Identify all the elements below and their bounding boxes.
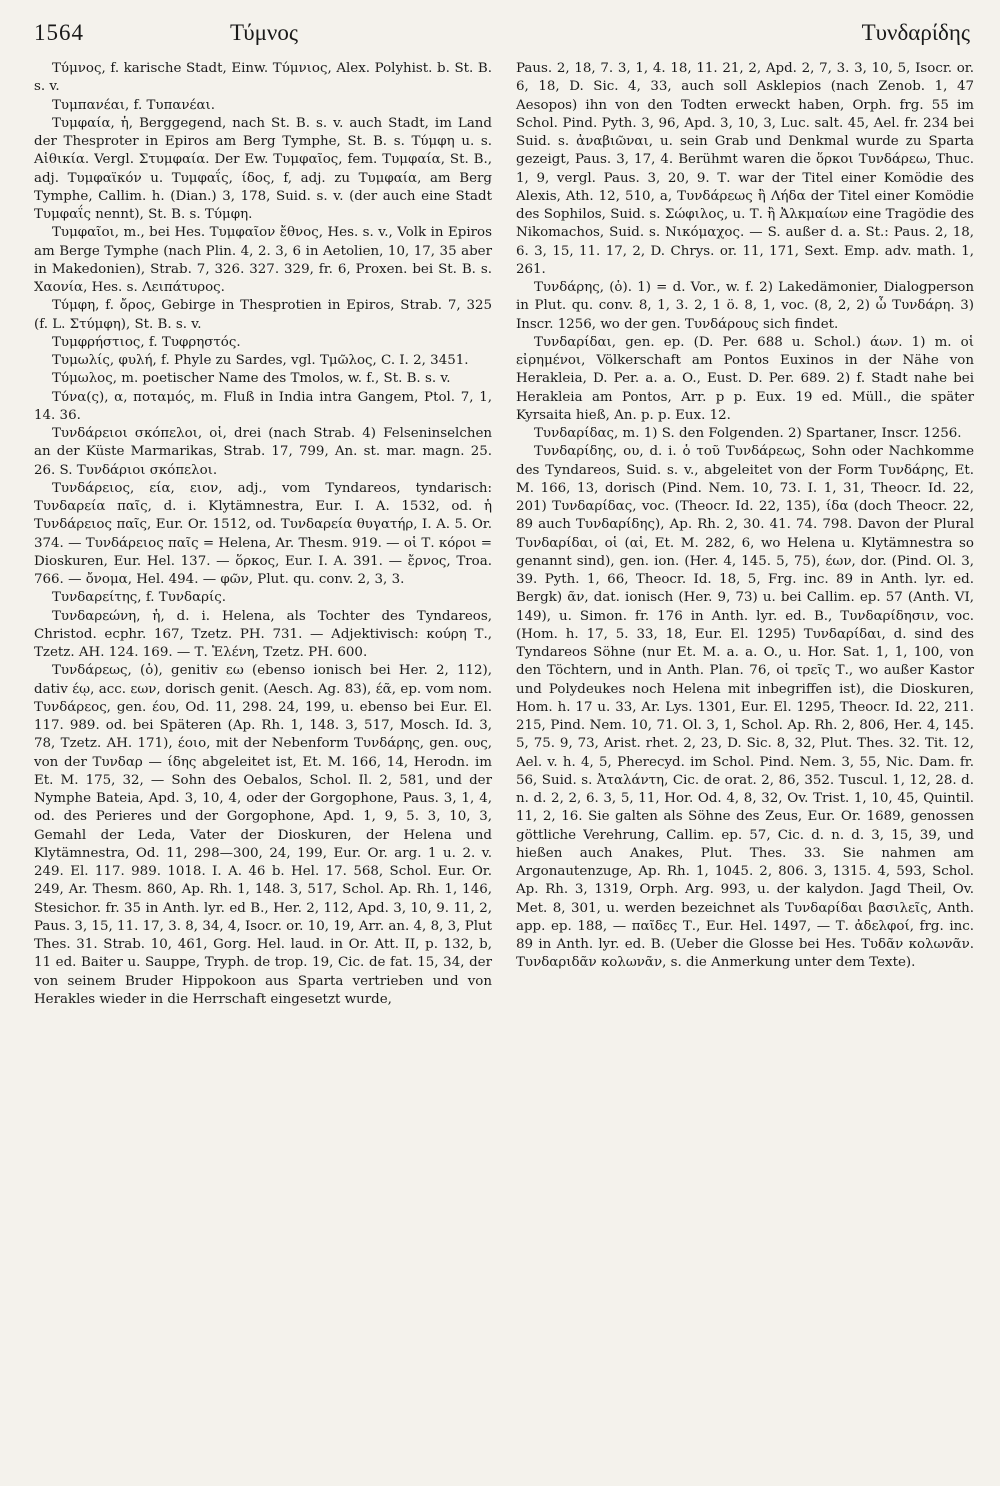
entry-tymolos: Τύμωλος, m. poetischer Name des Tmolos, w. f., St. B. s. v. xyxy=(52,371,451,387)
entry-tymphe: Τύμφη, f. ὄρος, Gebirge in Thesprotien in Epiros, Strab. 7, 325 (f. L. Στύμφη), St. B. s. v. xyxy=(34,298,492,332)
entry-tympaneai: Τυμπανέαι, f. Τυπανέαι. xyxy=(52,97,216,113)
entry-tyna: Τύνα(ς), α, ποταμός, m. Fluß in India intra Gangem, Ptol. 7, 1, 14. 36. xyxy=(34,389,492,423)
entry-tyndareioi-skopeloi: Τυνδάρειοι σκόπελοι, οἱ, drei (nach Strab. 4) Felseninselchen an der Küste Marmarikas, Strab. 17, 799, An. st. mar. magn. 25. 26. S. Τυνδάριοι σκόπελοι. xyxy=(34,426,492,478)
entry-tyndareos: Τυνδάρεως, (ὁ), genitiv εω (ebenso ionisch bei Her. 2, 112), dativ έῳ, acc. εων, dorisch genit. (Aesch. Ag. 83), έᾶ, ep. vom nom. Τυνδάρεος, gen. έου, Od. 11, 298. 24, 199, u. ebenso bei Eur. El. 117. 989. od. bei Späteren (Ap. Rh. 1, 148. 3, 517, Mosch. Id. 3, 78, Tzetz. AH. 171), έοιο, mit der Nebenform Τυνδάρης, gen. ους, von der Τυνδαρ — ίδης abgeleitet ist, Et. M. 166, 14, Herodn. im Et. M. 175, 32, — Sohn des Oebalos, Schol. Il. 2, 581, und der Nymphe Bateia, Apd. 3, 10, 4, oder der Gorgophone, Paus. 3, 1, 4, od. des Perieres und der Gorgophone, Apd. 1, 9, 5. 3, 10, 3, Gemahl der Leda, Vater der Dioskuren, der Helena und Klytämnestra, Od. 11, 298—300, 24, 199, Eur. Or. arg. 1 u. 2. v. 249. El. 117. 989. 1018. I. A. 46 b. Hel. 17. 568, Schol. Eur. Or. 249, Ar. Thesm. 860, Ap. Rh. 1, 148. 3, 517, Schol. Ap. Rh. 1, 146, Stesichor. fr. 35 in Anth. lyr. ed B., Her. 2, 112, Apd. 3, 10, 9. 11, 2, Paus. 3, 15, 11. 17, 3. 8, 34, 4, Isocr. or. 10, 19, Arr. an. 4, 8, 3, Plut Thes. 31. Strab. 10, 461, Gorg. Hel. laud. in Or. Att. II, p. 132, b, 11 ed. Baiter u. Sauppe, Tryph. de trop. 19, Cic. de fat. 15, 34, der von seinem Bruder Hippokoon aus Sparta vertrieben und von Herakles wieder in die Herrschaft eingesetzt wurde, xyxy=(34,663,492,1007)
entry-tyndarides: Τυνδαρίδης, ου, d. i. ὁ τοῦ Τυνδάρεως, Sohn oder Nachkomme des Tyndareos, Suid. s. v., abgeleitet von der Form Τυνδάρης, Et. M. 166, 13, dorisch (Pind. Nem. 10, 73. I. 1, 31, Theocr. Id. 22, 201) Τυνδαρίδας, voc. (Theocr. Id. 22, 135), ίδα (doch Theocr. 22, 89 auch Τυνδαρίδης), Ap. Rh. 2, 30. 41. 74. 798. Davon der Plural Τυνδαρίδαι, οἱ (αἱ, Et. M. 282, 6, wo Helena u. Klytämnestra so genannt sind), gen. ion. (Her. 4, 145. 5, 75), έων, dor. (Pind. Ol. 3, 39. Pyth. 1, 66, Theocr. Id. 18, 5, Frg. inc. 89 in Anth. lyr. ed. Bergk) ᾶν, dat. ionisch (Her. 9, 73) u. bei Callim. ep. 57 (Anth. VI, 149), u. Simon. fr. 176 in Anth. lyr. ed. B., Τυνδαρίδησιν, voc. (Hom. h. 17, 5. 33, 18, Eur. El. 1295) Τυνδαρίδαι, d. sind des Tyndareos Söhne (nur Et. M. a. a. O., u. Hor. Sat. 1, 1, 100, von den Töchtern, und in Anth. Plan. 76, οἱ τρεῖς Τ., wo außer Kastor und Polydeukes noch Helena mit inbegriffen ist), die Dioskuren, Hom. h. 17 u. 33, Ar. Lys. 1301, Eur. El. 1295, Theocr. Id. 22, 211. 215, Pind. Nem. 10, 71. Ol. 3, 1, Schol. Ap. Rh. 2, 806, Her. 4, 145. 5, 75. 9, 73, Arist. rhet. 2, 23, D. Sic. 8, 32, Plut. Thes. 32. Tit. 12, Ael. v. h. 4, 5, Pherecyd. im Schol. Pind. Nem. 3, 55, Nic. Dam. fr. 56, Suid. s. Ἀταλάντη, Cic. de orat. 2, 86, 352. Tuscul. 1, 12, 28. d. n. d. 2, 2, 6. 3, 5, 11, Hor. Od. 4, 8, 32, Ov. Trist. 1, 10, 45, Quintil. 11, 2, 16. Sie galten als Söhne des Zeus, Eur. Or. 1689, genossen göttliche Verehrung, Callim. ep. 57, Cic. d. n. d. 3, 15, 39, und hießen auch Anakes, Plut. Thes. 33. Sie nahmen am Argonautenzuge, Ap. Rh. 1, 1045. 2, 806. 3, 1315. 4, 593, Schol. Ap. Rh. 3, 1319, Orph. Arg. 993, u. der kalydon. Jagd Theil, Ov. Met. 8, 301, u. werden bezeichnet als Τυνδαρίδαι βασιλεῖς, Anth. app. ep. 188, — παῖδες Τ., Eur. Hel. 1497, — Τ. ἀδελφοί, frg. inc. 89 in Anth. lyr. ed. B. (Ueber die Glosse bei Hes. Τυδᾶν κολωνᾶν. Τυνδαριδᾶν κολωνᾶν, s. die Anmerkung unter dem Texte). xyxy=(516,444,974,971)
page-header xyxy=(34,14,970,54)
entry-tyndares: Τυνδάρης, (ὁ). 1) = d. Vor., w. f. 2) Lakedämonier, Dialogperson in Plut. qu. conv. 8, 1, 3. 2, 1 ö. 8, 1, voc. (8, 2, 2) ὦ Τυνδάρη. 3) Inscr. 1256, wo der gen. Τυνδάρους sich findet. xyxy=(516,280,974,332)
entry-tymolis: Τυμωλίς, φυλή, f. Phyle zu Sardes, vgl. Τμῶλος, C. I. 2, 3451. xyxy=(52,353,469,368)
right-column xyxy=(516,60,974,973)
right-catchword: Τυνδαρίδης xyxy=(861,20,970,45)
entry-tyndareone: Τυνδαρεώνη, ἡ, d. i. Helena, als Tochter des Tyndareos, Christod. ecphr. 167, Tzetz. PH. 731. — Adjektivisch: κούρη Τ., Tzetz. AH. 124. 169. — Τ. Ἑλένη, Tzetz. PH. 600. xyxy=(34,608,492,660)
entry-tymnos: Τύμνος, f. karische Stadt, Einw. Τύμνιος, Alex. Polyhist. b. St. B. s. v. xyxy=(34,61,492,95)
entry-tyndareos-continued: Paus. 2, 18, 7. 3, 1, 4. 18, 11. 21, 2, Apd. 2, 7, 3. 3, 10, 5, Isocr. or. 6, 18, D. Sic. 4, 33, auch soll Asklepios (nach Zenob. 1, 47 Aesopos) ihn von den Todten erweckt haben, Orph. frg. 55 im Schol. Pind. Pyth. 3, 96, Apd. 3, 10, 3, Luc. salt. 45, Ael. fr. 234 bei Suid. s. ἀναβιῶναι, u. sein Grab und Denkmal wurde zu Sparta gezeigt, Paus. 3, 17, 4. Berühmt waren die ὅρκοι Τυνδάρεω, Thuc. 1, 9, vergl. Paus. 3, 20, 9. Τ. war der Titel einer Komödie des Alexis, Ath. 12, 510, a, Τυνδάρεως ἢ Λήδα der Titel einer Komödie des Sophilos, Suid. s. Σώφιλος, u. Τ. ἢ Ἀλκμαίων eine Tragödie des Nikomachos, Suid. s. Νικόμαχος. — S. außer d. a. St.: Paus. 2, 18, 6. 3, 15, 11. 17, 2, D. Chrys. or. 11, 171, Sext. Emp. adv. math. 1, 261. xyxy=(516,61,974,277)
page-number: 1564 xyxy=(34,20,84,45)
entry-tymphrestios: Τυμφρήστιος, f. Τυφρηστός. xyxy=(52,334,241,350)
entry-tyndareios: Τυνδάρειος, εία, ειον, adj., vom Tyndareos, tyndarisch: Τυνδαρεία παῖς, d. i. Klytämnestra, Eur. I. A. 1532, od. ἡ Τυνδάρειος παῖς, Eur. Or. 1512, od. Τυνδαρεία θυγατήρ, I. A. 5. Or. 374. — Τυνδάρειος παῖς = Helena, Ar. Thesm. 919. — οἱ Τ. κόροι = Dioskuren, Eur. Hel. 137. — ὅρκος, Eur. I. A. 391. — ἔρνος, Troa. 766. — ὄνομα, Hel. 494. — φῶν, Plut. qu. conv. 2, 3, 3. xyxy=(34,480,492,587)
entry-tyndareites: Τυνδαρείτης, f. Τυνδαρίς. xyxy=(52,590,227,606)
entry-tyndaridas: Τυνδαρίδας, m. 1) S. den Folgenden. 2) Spartaner, Inscr. 1256. xyxy=(534,426,962,441)
entry-tyndaridai: Τυνδαρίδαι, gen. ep. (D. Per. 688 u. Schol.) άων. 1) m. οἱ εἰρημένοι, Völkerschaft am Pontos Euxinos in der Nähe von Herakleia, D. Per. a. a. O., Eust. D. Per. 689. 2) f. Stadt nahe bei Herakleia am Pontos, Arr. p p. Eux. 19 ed. Müll., die später Kyrsaita hieß, An. p. p. Eux. 12. xyxy=(516,334,974,423)
entry-tymphaioi: Τυμφαῖοι, m., bei Hes. Τυμφαῖον ἔθνος, Hes. s. v., Volk in Epiros am Berge Tymphe (nach Plin. 4, 2. 3, 6 in Aetolien, 10, 17, 35 aber in Makedonien), Strab. 7, 326. 327. 329, fr. 6, Proxen. bei St. B. s. Χαονία, Hes. s. Λειπάτυρος. xyxy=(34,225,492,295)
left-catchword: Τύμνος xyxy=(230,20,298,45)
left-column xyxy=(34,60,492,1009)
entry-tymphaia: Τυμφαία, ἡ, Berggegend, nach St. B. s. v. auch Stadt, im Land der Thesproter in Epiros am Berg Tymphe, St. B. s. Τύμφη u. s. Αἰθικία. Vergl. Στυμφαία. Der Ew. Τυμφαῖος, fem. Τυμφαία, St. B., adj. Τυμφαϊκόν u. Τυμφαΐς, ίδος, f, adj. zu Τυμφαία, am Berg Tymphe, Callim. h. (Dian.) 3, 178, Suid. s. v. (der auch eine Stadt Τυμφαΐς nennt), St. B. s. Τύμφη. xyxy=(34,115,492,222)
